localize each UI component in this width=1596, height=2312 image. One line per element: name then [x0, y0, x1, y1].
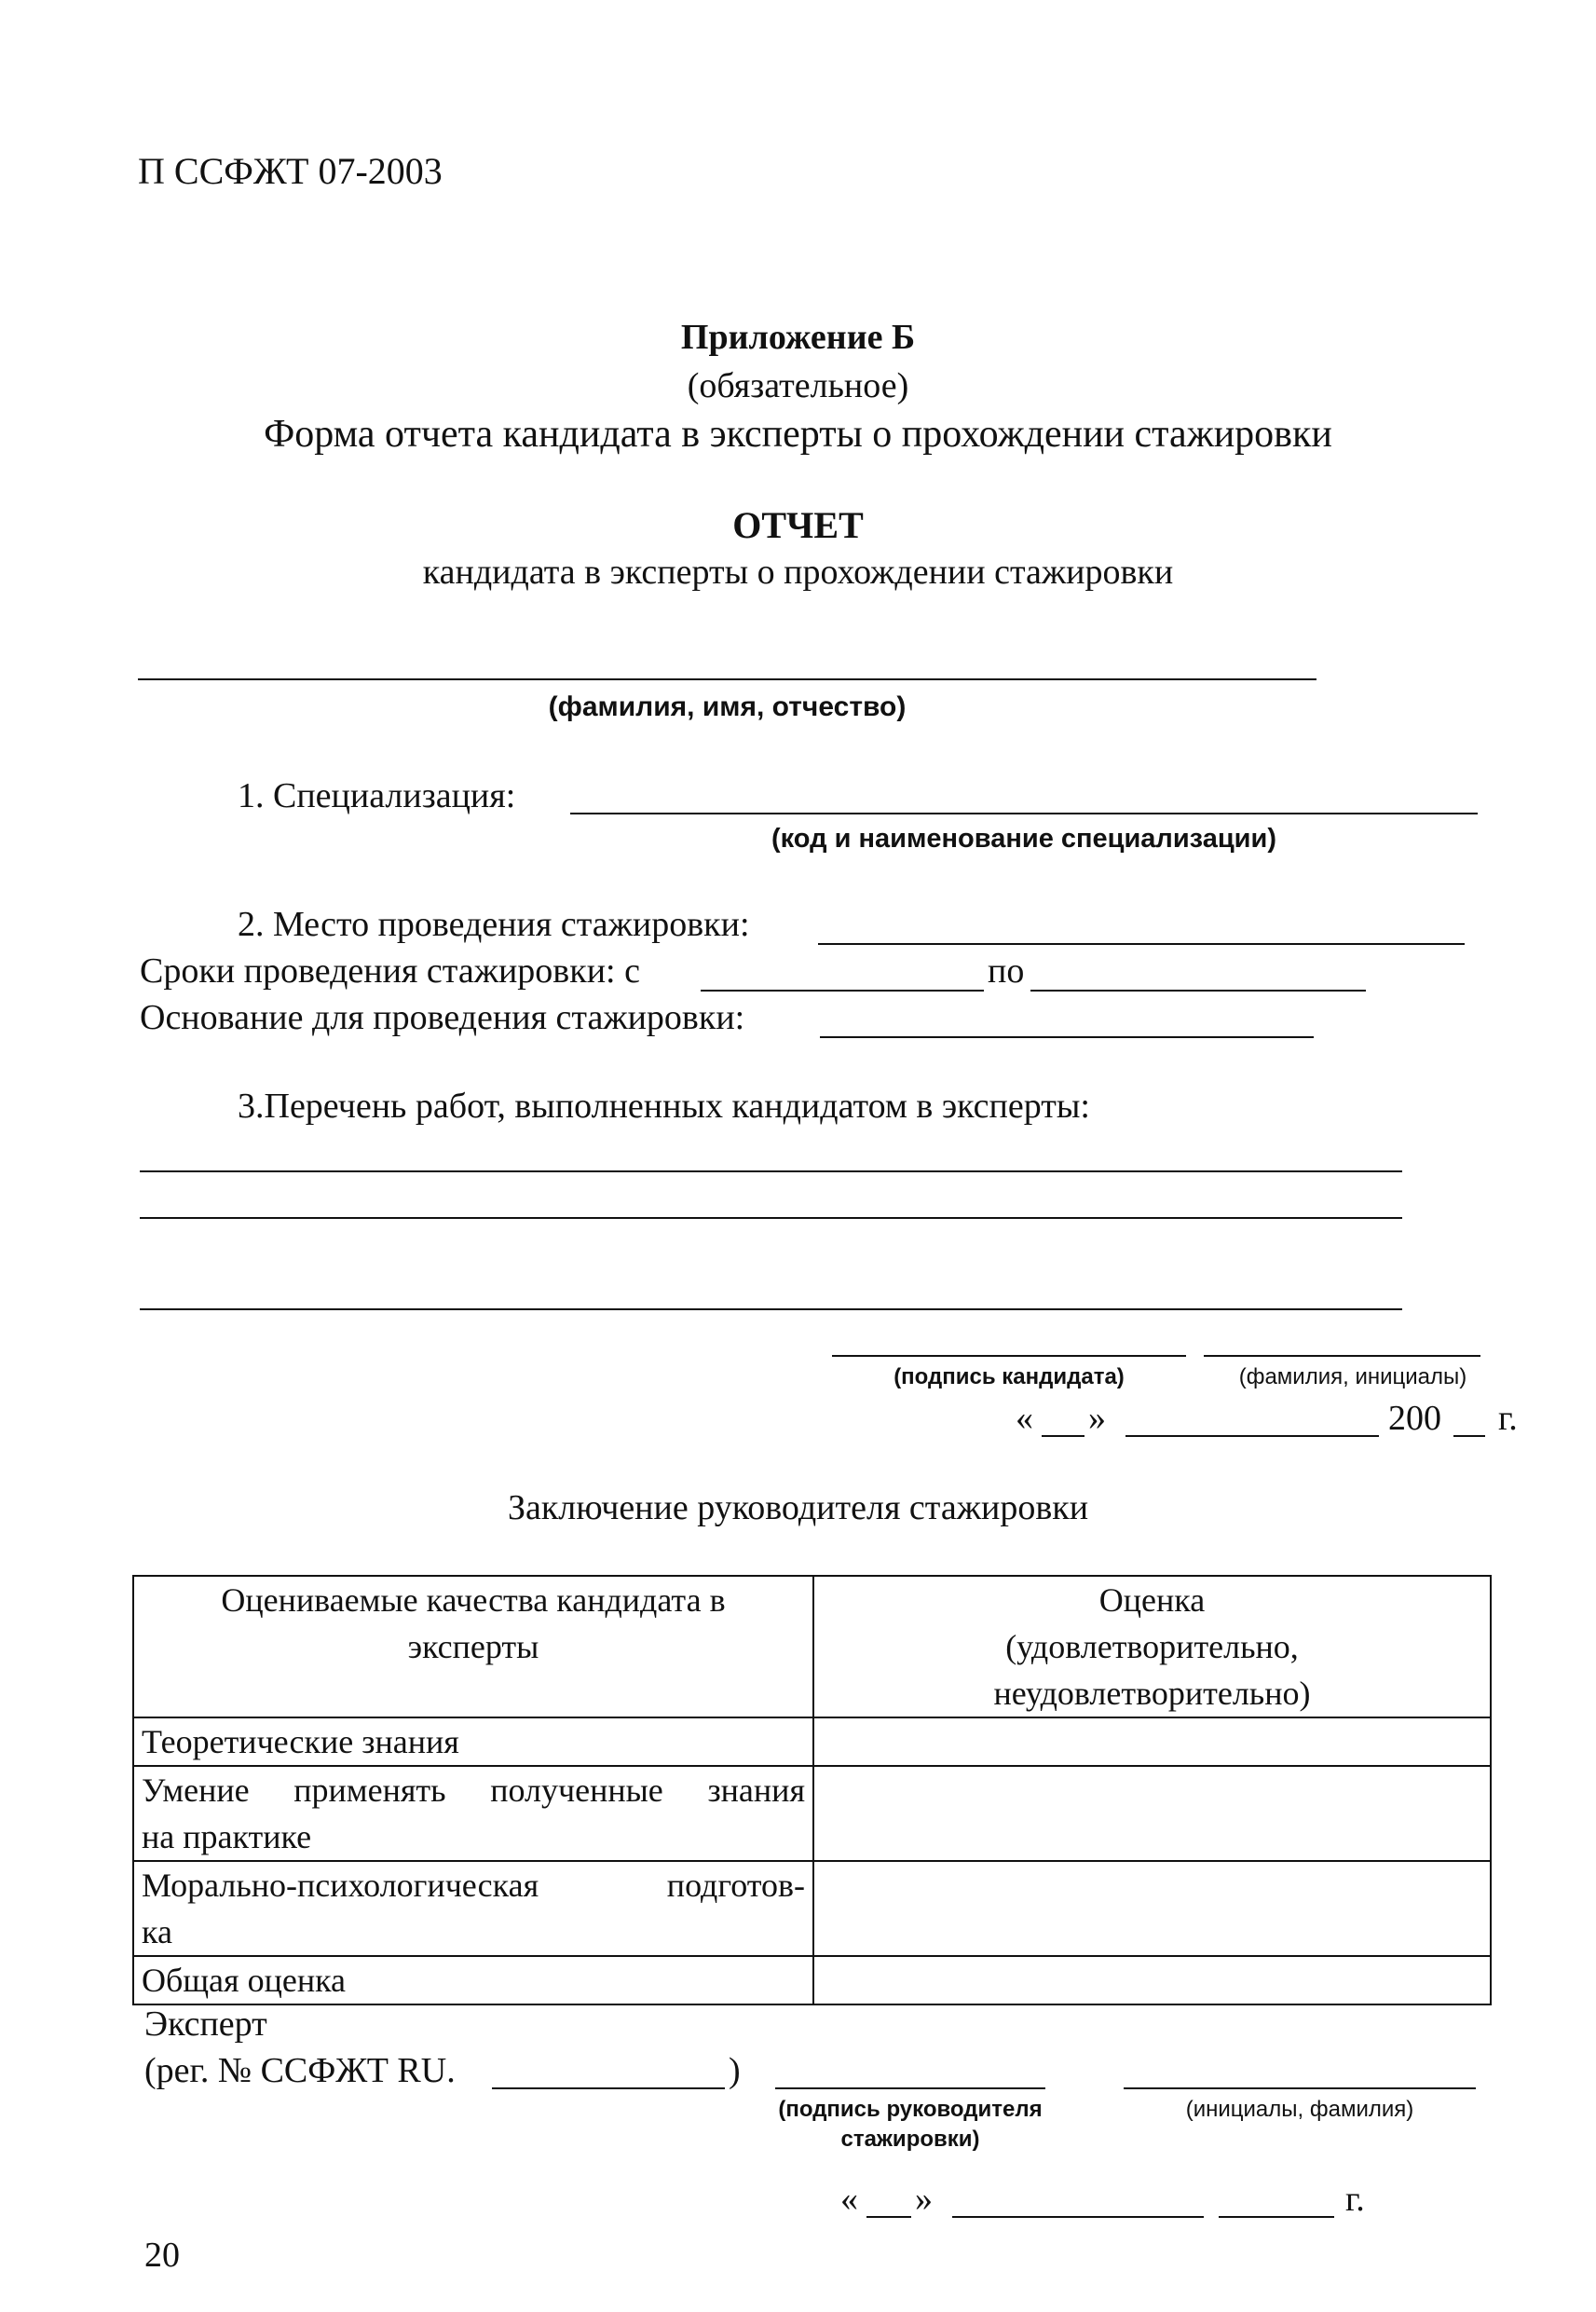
- quality-psychological-line-1: Морально-психологическая подготов-: [142, 1867, 805, 1904]
- document-code: П ССФЖТ 07-2003: [138, 150, 443, 192]
- table-header-score-line-1: Оценка: [1098, 1581, 1206, 1619]
- table-row: [133, 1766, 1491, 1861]
- expert-reg-number-line[interactable]: [492, 2087, 725, 2089]
- appendix-title: Форма отчета кандидата в эксперты о прохождении стажировки: [264, 413, 1332, 456]
- conclusion-title: Заключение руководителя стажировки: [507, 1488, 1089, 1527]
- quality-overall-score: Общая оценка: [142, 1962, 347, 1999]
- table-cell-quality: [133, 1766, 813, 1861]
- internship-basis-line[interactable]: [820, 1036, 1314, 1038]
- candidate-date-year-suffix: г.: [1498, 1399, 1518, 1438]
- works-list-line-1[interactable]: [140, 1170, 1402, 1172]
- table-header-score-line-2: (удовлетворительно,: [1005, 1628, 1299, 1665]
- specialization-line[interactable]: [570, 813, 1478, 814]
- internship-dates-to: по: [988, 951, 1025, 991]
- supervisor-signature-caption-line-2: стажировки): [840, 2127, 980, 2152]
- quality-psychological-line-2: ка: [142, 1913, 172, 1950]
- internship-basis-label: Основание для проведения стажировки:: [140, 998, 745, 1037]
- supervisor-signature-line[interactable]: [775, 2087, 1045, 2089]
- table-cell-score[interactable]: [813, 1956, 1491, 2004]
- supervisor-initials-caption: (инициалы, фамилия): [1185, 2097, 1414, 2122]
- table-row: [133, 1861, 1491, 1956]
- table-header-quality: [133, 1576, 813, 1717]
- table-cell-quality: [133, 1861, 813, 1956]
- expert-reg-close: ): [729, 2051, 741, 2090]
- expert-date-open-quote: «: [840, 2180, 858, 2219]
- table-cell-score[interactable]: [813, 1861, 1491, 1956]
- candidate-signature-line[interactable]: [832, 1355, 1186, 1357]
- candidate-date-close-quote: »: [1088, 1399, 1106, 1438]
- internship-date-to-line[interactable]: [1030, 990, 1366, 992]
- expert-date-year-suffix: г.: [1345, 2180, 1365, 2219]
- candidate-date-year: 200: [1388, 1399, 1441, 1438]
- works-list-line-3[interactable]: [140, 1308, 1402, 1310]
- works-list-line-2[interactable]: [140, 1217, 1402, 1219]
- page-number: 20: [144, 2236, 180, 2275]
- candidate-date-month-line[interactable]: [1125, 1435, 1379, 1437]
- quality-theoretical-knowledge: Теоретические знания: [142, 1723, 459, 1760]
- expert-date-day-line[interactable]: [866, 2216, 911, 2218]
- table-header-score-line-3: неудовлетворительно): [993, 1675, 1311, 1712]
- expert-label: Эксперт: [144, 2004, 267, 2044]
- table-row: [133, 1956, 1491, 2004]
- report-subtitle: кандидата в эксперты о прохождении стажировки: [422, 553, 1174, 592]
- table-cell-quality: [133, 1717, 813, 1766]
- supervisor-initials-line[interactable]: [1124, 2087, 1476, 2089]
- quality-applying-knowledge-line-1: Умение применять полученные знания: [142, 1772, 805, 1809]
- appendix-status: (обязательное): [687, 366, 909, 405]
- table-cell-score[interactable]: [813, 1766, 1491, 1861]
- table-cell-score[interactable]: [813, 1717, 1491, 1766]
- specialization-caption: (код и наименование специализации): [771, 824, 1276, 854]
- internship-date-from-line[interactable]: [701, 990, 984, 992]
- quality-applying-knowledge-line-2: на практике: [142, 1818, 312, 1855]
- table-header-row: [133, 1576, 1491, 1717]
- internship-place-line[interactable]: [818, 943, 1465, 945]
- candidate-signature-caption: (подпись кандидата): [893, 1364, 1125, 1389]
- candidate-name-caption: (фамилия, имя, отчество): [548, 691, 907, 722]
- expert-date-close-quote: »: [915, 2180, 933, 2219]
- expert-date-month-line[interactable]: [952, 2216, 1204, 2218]
- candidate-date-year-line[interactable]: [1453, 1435, 1485, 1437]
- evaluation-table: [132, 1575, 1492, 2005]
- expert-reg-label: (рег. № ССФЖТ RU.: [144, 2051, 456, 2090]
- report-title: ОТЧЕТ: [732, 504, 864, 546]
- expert-date-year-line[interactable]: [1219, 2216, 1334, 2218]
- internship-place-label: 2. Место проведения стажировки:: [238, 905, 750, 944]
- appendix-label: Приложение Б: [680, 318, 916, 357]
- candidate-date-day-line[interactable]: [1042, 1435, 1084, 1437]
- candidate-name-line[interactable]: [138, 678, 1316, 680]
- table-header-quality-line-2: эксперты: [407, 1628, 539, 1665]
- supervisor-signature-caption-line-1: (подпись руководителя: [778, 2097, 1043, 2122]
- candidate-initials-caption: (фамилия, инициалы): [1238, 1364, 1467, 1389]
- internship-dates-label: Сроки проведения стажировки: с: [140, 951, 640, 991]
- table-header-score: [813, 1576, 1491, 1717]
- works-list-label: 3.Перечень работ, выполненных кандидатом в эксперты:: [238, 1087, 1090, 1126]
- table-row: [133, 1717, 1491, 1766]
- specialization-label: 1. Специализация:: [238, 776, 516, 815]
- candidate-date-open-quote: «: [1016, 1399, 1033, 1438]
- candidate-initials-line[interactable]: [1204, 1355, 1480, 1357]
- table-cell-quality: [133, 1956, 813, 2004]
- table-header-quality-line-1: Оцениваемые качества кандидата в: [221, 1581, 726, 1619]
